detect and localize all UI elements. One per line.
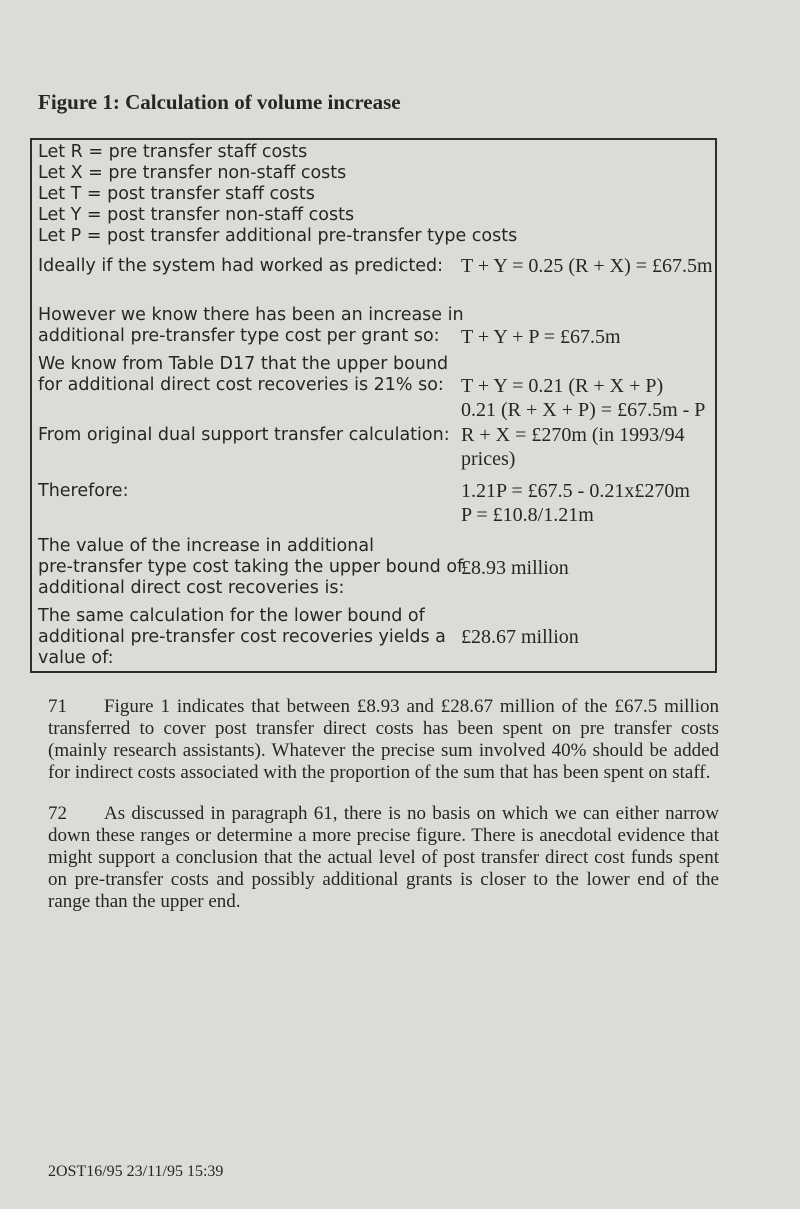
definition-line: Let P = post transfer additional pre-transfer type costs (38, 226, 518, 246)
calc-label-lower-result: value of: (38, 648, 114, 668)
definition-line: Let Y = post transfer non-staff costs (38, 205, 355, 225)
paragraph-text: As discussed in paragraph 61, there is no basis on which we can either narrow down these ranges or determine a more precise figure. There is anecdotal evidence that might support a conclusion that the actual level of post transfer direct cost funds spent on pre-transfer costs and possibly additional grants is closer to the lower end of the range than the upper end. (48, 803, 719, 912)
calc-label-increase: additional pre-transfer type cost per grant so: (38, 326, 440, 346)
calc-label-upper-result: The value of the increase in additional (38, 536, 374, 556)
calculation-box (30, 138, 717, 673)
calc-value-upper-bound: 0.21 (R + X + P) = £67.5m - P (461, 399, 706, 421)
paragraph-number: 71 (48, 696, 67, 717)
calc-label-therefore: Therefore: (38, 481, 129, 501)
figure-title: Figure 1: Calculation of volume increase (38, 90, 401, 114)
calc-label-upper-bound: We know from Table D17 that the upper bound (38, 354, 449, 374)
calc-label-dual-support: From original dual support transfer calculation: (38, 425, 450, 445)
paragraph-text: Figure 1 indicates that between £8.93 and £28.67 million of the £67.5 million transferred to cover post transfer direct costs has been spent on pre transfer costs (mainly research assistants). Whatever the precise sum involved 40% should be added for indirect costs associated with the proportion of the sum that has been spent on staff. (48, 696, 719, 783)
paragraph-72 (48, 803, 719, 913)
calc-value-therefore: 1.21P = £67.5 - 0.21x£270m (461, 480, 690, 502)
calc-label-lower-result: additional pre-transfer cost recoveries yields a (38, 627, 446, 647)
calc-value-predicted: T + Y = 0.25 (R + X) = £67.5m (461, 255, 713, 277)
calc-label-upper-result: pre-transfer type cost taking the upper bound of (38, 557, 464, 577)
paragraph-number: 72 (48, 803, 67, 824)
paragraph-71 (48, 696, 719, 784)
calc-value-therefore: P = £10.8/1.21m (461, 504, 594, 526)
calc-label-upper-bound: for additional direct cost recoveries is 21% so: (38, 375, 444, 395)
definition-line: Let R = pre transfer staff costs (38, 142, 308, 162)
calc-label-predicted: Ideally if the system had worked as predicted: (38, 256, 444, 276)
definitions (38, 142, 517, 247)
calc-label-lower-result: The same calculation for the lower bound of (38, 606, 425, 626)
calc-label-upper-result: additional direct cost recoveries is: (38, 578, 345, 598)
calc-value-dual-support: R + X = £270m (in 1993/94 (461, 424, 685, 446)
definition-line: Let X = pre transfer non-staff costs (38, 163, 347, 183)
calc-value-increase: T + Y + P = £67.5m (461, 326, 621, 348)
footer-reference: 2OST16/95 23/11/95 15:39 (48, 1163, 224, 1180)
calc-label-increase: However we know there has been an increase in (38, 305, 464, 325)
calc-value-dual-support: prices) (461, 448, 516, 470)
calc-value-upper-result: £8.93 million (461, 557, 569, 579)
definition-line: Let T = post transfer staff costs (38, 184, 315, 204)
calc-value-lower-result: £28.67 million (461, 626, 579, 648)
calc-value-upper-bound: T + Y = 0.21 (R + X + P) (461, 375, 664, 397)
